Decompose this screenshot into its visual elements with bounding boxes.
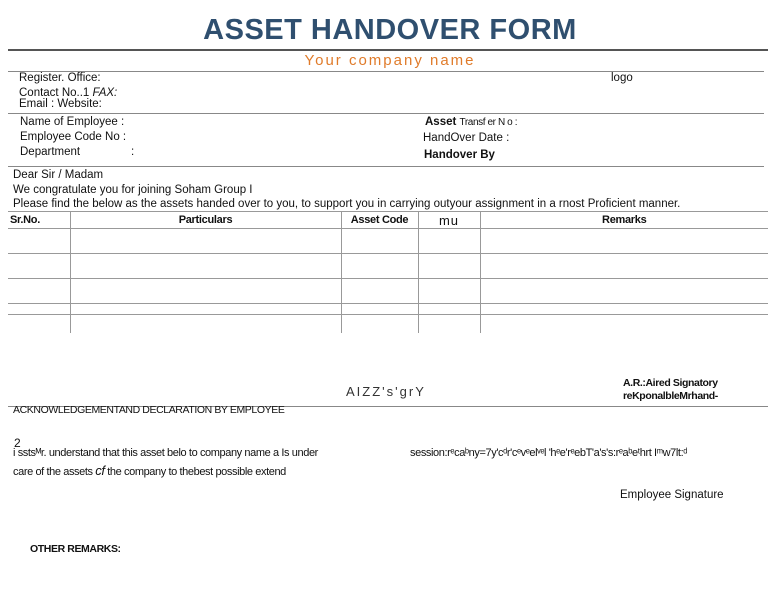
asset-transfer-label [425,116,517,128]
employee-code-label: Employee Code No : [20,131,127,143]
header-sr-no: Sr.No. [8,212,70,229]
company-divider [8,71,764,72]
table-cell[interactable] [341,315,418,334]
table-row [8,315,768,334]
employee-name-label: Name of Employee : [20,116,125,128]
table-cell[interactable] [418,279,480,304]
form-title: ASSET HANDOVER FORM [203,14,577,46]
company-name: Your company name [304,52,476,69]
table-cell[interactable] [418,254,480,279]
header-remarks: Remarks [480,212,768,229]
register-office-label: Register. Office: [19,72,101,84]
table-row [8,304,768,315]
table-cell[interactable] [8,315,70,334]
declaration-line-2-start: care of the assets [13,466,93,478]
table-cell[interactable] [341,229,418,254]
declaration-marker: 2 [14,436,21,450]
table-row [8,229,768,254]
table-cell[interactable] [480,229,768,254]
employee-signature-label: Employee Signature [620,489,724,501]
table-cell[interactable] [418,315,480,334]
handover-date-label: HandOver Date : [423,132,510,144]
declaration-line-2 [13,463,286,478]
handover-by-label: Handover By [424,149,495,161]
table-cell[interactable] [341,279,418,304]
letter-line-2: Please find the below as the assets handed over to you, to support you in carrying outyour assignment in a rnost Proficient manner. [13,198,681,210]
table-cell[interactable] [70,254,341,279]
header-mu: mu [418,212,480,229]
header-particulars: Particulars [70,212,341,229]
logo-placeholder: logo [611,72,633,84]
table-row [8,279,768,304]
department-label: Department [20,146,81,158]
table-cell[interactable] [418,229,480,254]
table-cell[interactable] [8,304,70,315]
table-cell[interactable] [341,254,418,279]
contact-number-label: Contact No..1 [19,87,90,99]
title-divider [8,49,768,51]
department-colon: : [131,146,135,158]
authorized-signatory-label: A.R.:Aired Signatory [623,377,718,389]
table-cell[interactable] [70,279,341,304]
asset-label: Asset [425,116,457,128]
header-asset-code: Asset Code [341,212,418,229]
table-cell[interactable] [8,254,70,279]
other-remarks-label: OTHER REMARKS: [30,543,121,555]
table-cell[interactable] [480,279,768,304]
fax-label: FAX: [92,87,118,99]
table-row [8,254,768,279]
asset-table [8,211,768,333]
table-cell[interactable] [341,304,418,315]
declaration-heading: ACKNOWLEDGEMENTAND DECLARATION BY EMPLOYEE [13,404,285,416]
transfer-no-label: Transf er N o : [459,117,518,128]
table-cell[interactable] [70,304,341,315]
declaration-line-1: i sstsᴹr. understand that this asset belo to company name a Is under [13,447,318,459]
letter-line-1: We congratulate you for joining Soham Group I [13,184,253,196]
responsible-handover-label: reKponalbleMrhand- [623,390,718,402]
table-cell[interactable] [8,229,70,254]
email-website-label: Email : Website: [19,98,102,110]
table-cell[interactable] [480,315,768,334]
office-divider [8,113,764,114]
employee-divider [8,166,764,167]
declaration-line-1-right: session:rᵉcaᵇny=7y'cᵈr'cᵉvᵉelᵛᵉl 'hᵉe'rᵉebT'a's's:rᵉaᵇeᵗhrt Iᵐw7lt:ᵈ [410,447,687,459]
table-cell[interactable] [70,315,341,334]
table-cell[interactable] [480,304,768,315]
table-cell[interactable] [480,254,768,279]
table-cell[interactable] [8,279,70,304]
salutation: Dear Sir / Madam [13,169,104,181]
signature-center-label: AIZZ's'grY [346,384,426,399]
table-cell[interactable] [418,304,480,315]
table-header-row [8,212,768,229]
declaration-line-2-italic: cf [95,463,105,478]
declaration-line-2-rest: the company to thebest possible extend [107,466,286,478]
table-cell[interactable] [70,229,341,254]
